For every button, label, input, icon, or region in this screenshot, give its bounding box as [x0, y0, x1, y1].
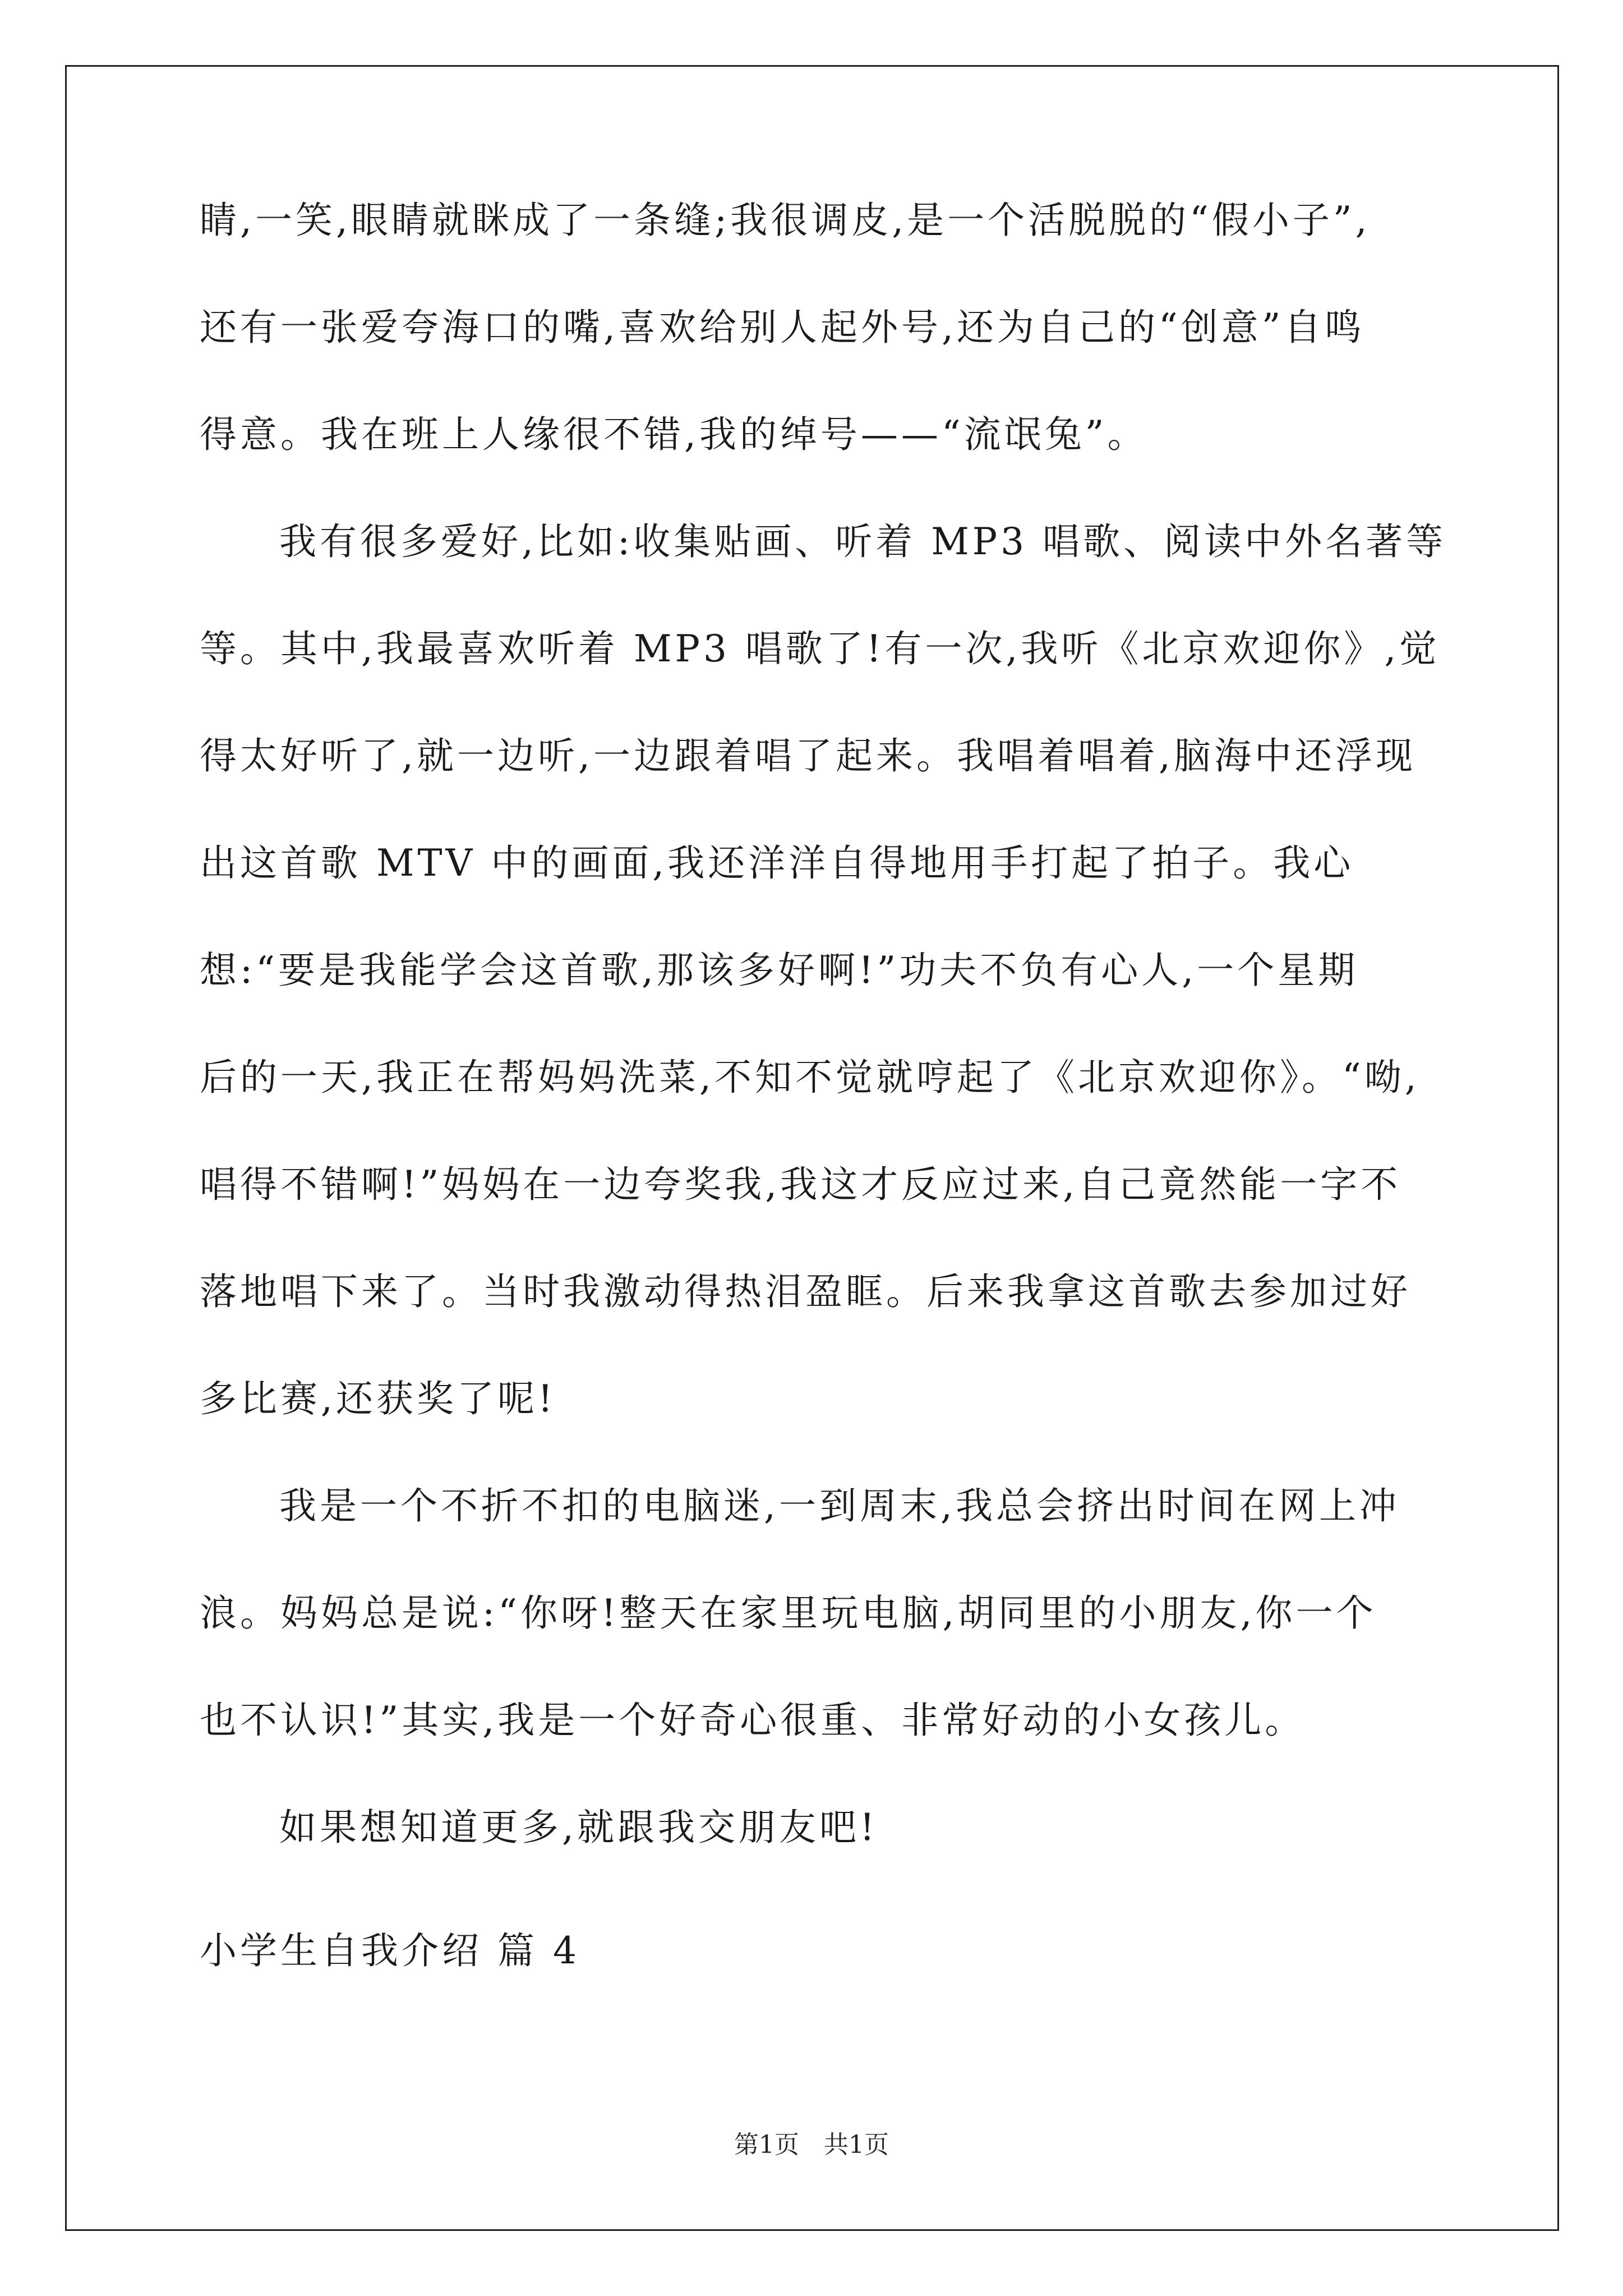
text-line: 睛,一笑,眼睛就眯成了一条缝;我很调皮,是一个活脱脱的“假小子”,	[200, 199, 1371, 242]
text-line: 我有很多爱好,比如:收集贴画、听着 MP3 唱歌、阅读中外名著等	[279, 520, 1447, 563]
text-line: 后的一天,我正在帮妈妈洗菜,不知不觉就哼起了《北京欢迎你》。“呦,	[200, 1056, 1420, 1099]
document-body	[200, 199, 1447, 1916]
text-line: 唱得不错啊!”妈妈在一边夸奖我,我这才反应过来,自己竟然能一字不	[200, 1163, 1401, 1206]
text-line: 出这首歌 MTV 中的画面,我还洋洋自得地用手打起了拍子。我心	[200, 841, 1354, 885]
section-title: 小学生自我介绍 篇 4	[200, 1929, 580, 1972]
text-line: 得意。我在班上人缘很不错,我的绰号——“流氓兔”。	[200, 413, 1148, 456]
text-line: 我是一个不折不扣的电脑迷,一到周末,我总会挤出时间在网上冲	[279, 1484, 1400, 1527]
text-line: 想:“要是我能学会这首歌,那该多好啊!”功夫不负有心人,一个星期	[200, 949, 1359, 992]
text-line: 得太好听了,就一边听,一边跟着唱了起来。我唱着唱着,脑海中还浮现	[200, 734, 1416, 777]
text-line: 多比赛,还获奖了呢!	[200, 1377, 556, 1420]
text-line: 也不认识!”其实,我是一个好奇心很重、非常好动的小女孩儿。	[200, 1699, 1306, 1742]
text-line: 如果想知道更多,就跟我交朋友吧!	[279, 1806, 878, 1849]
text-line: 等。其中,我最喜欢听着 MP3 唱歌了!有一次,我听《北京欢迎你》,觉	[200, 627, 1440, 670]
text-line: 浪。妈妈总是说:“你呀!整天在家里玩电脑,胡同里的小朋友,你一个	[200, 1591, 1377, 1635]
page-footer: 第1页 共1页	[734, 2131, 889, 2159]
text-line: 还有一张爱夸海口的嘴,喜欢给别人起外号,还为自己的“创意”自鸣	[200, 306, 1365, 349]
text-line: 落地唱下来了。当时我激动得热泪盈眶。后来我拿这首歌去参加过好	[200, 1270, 1411, 1313]
